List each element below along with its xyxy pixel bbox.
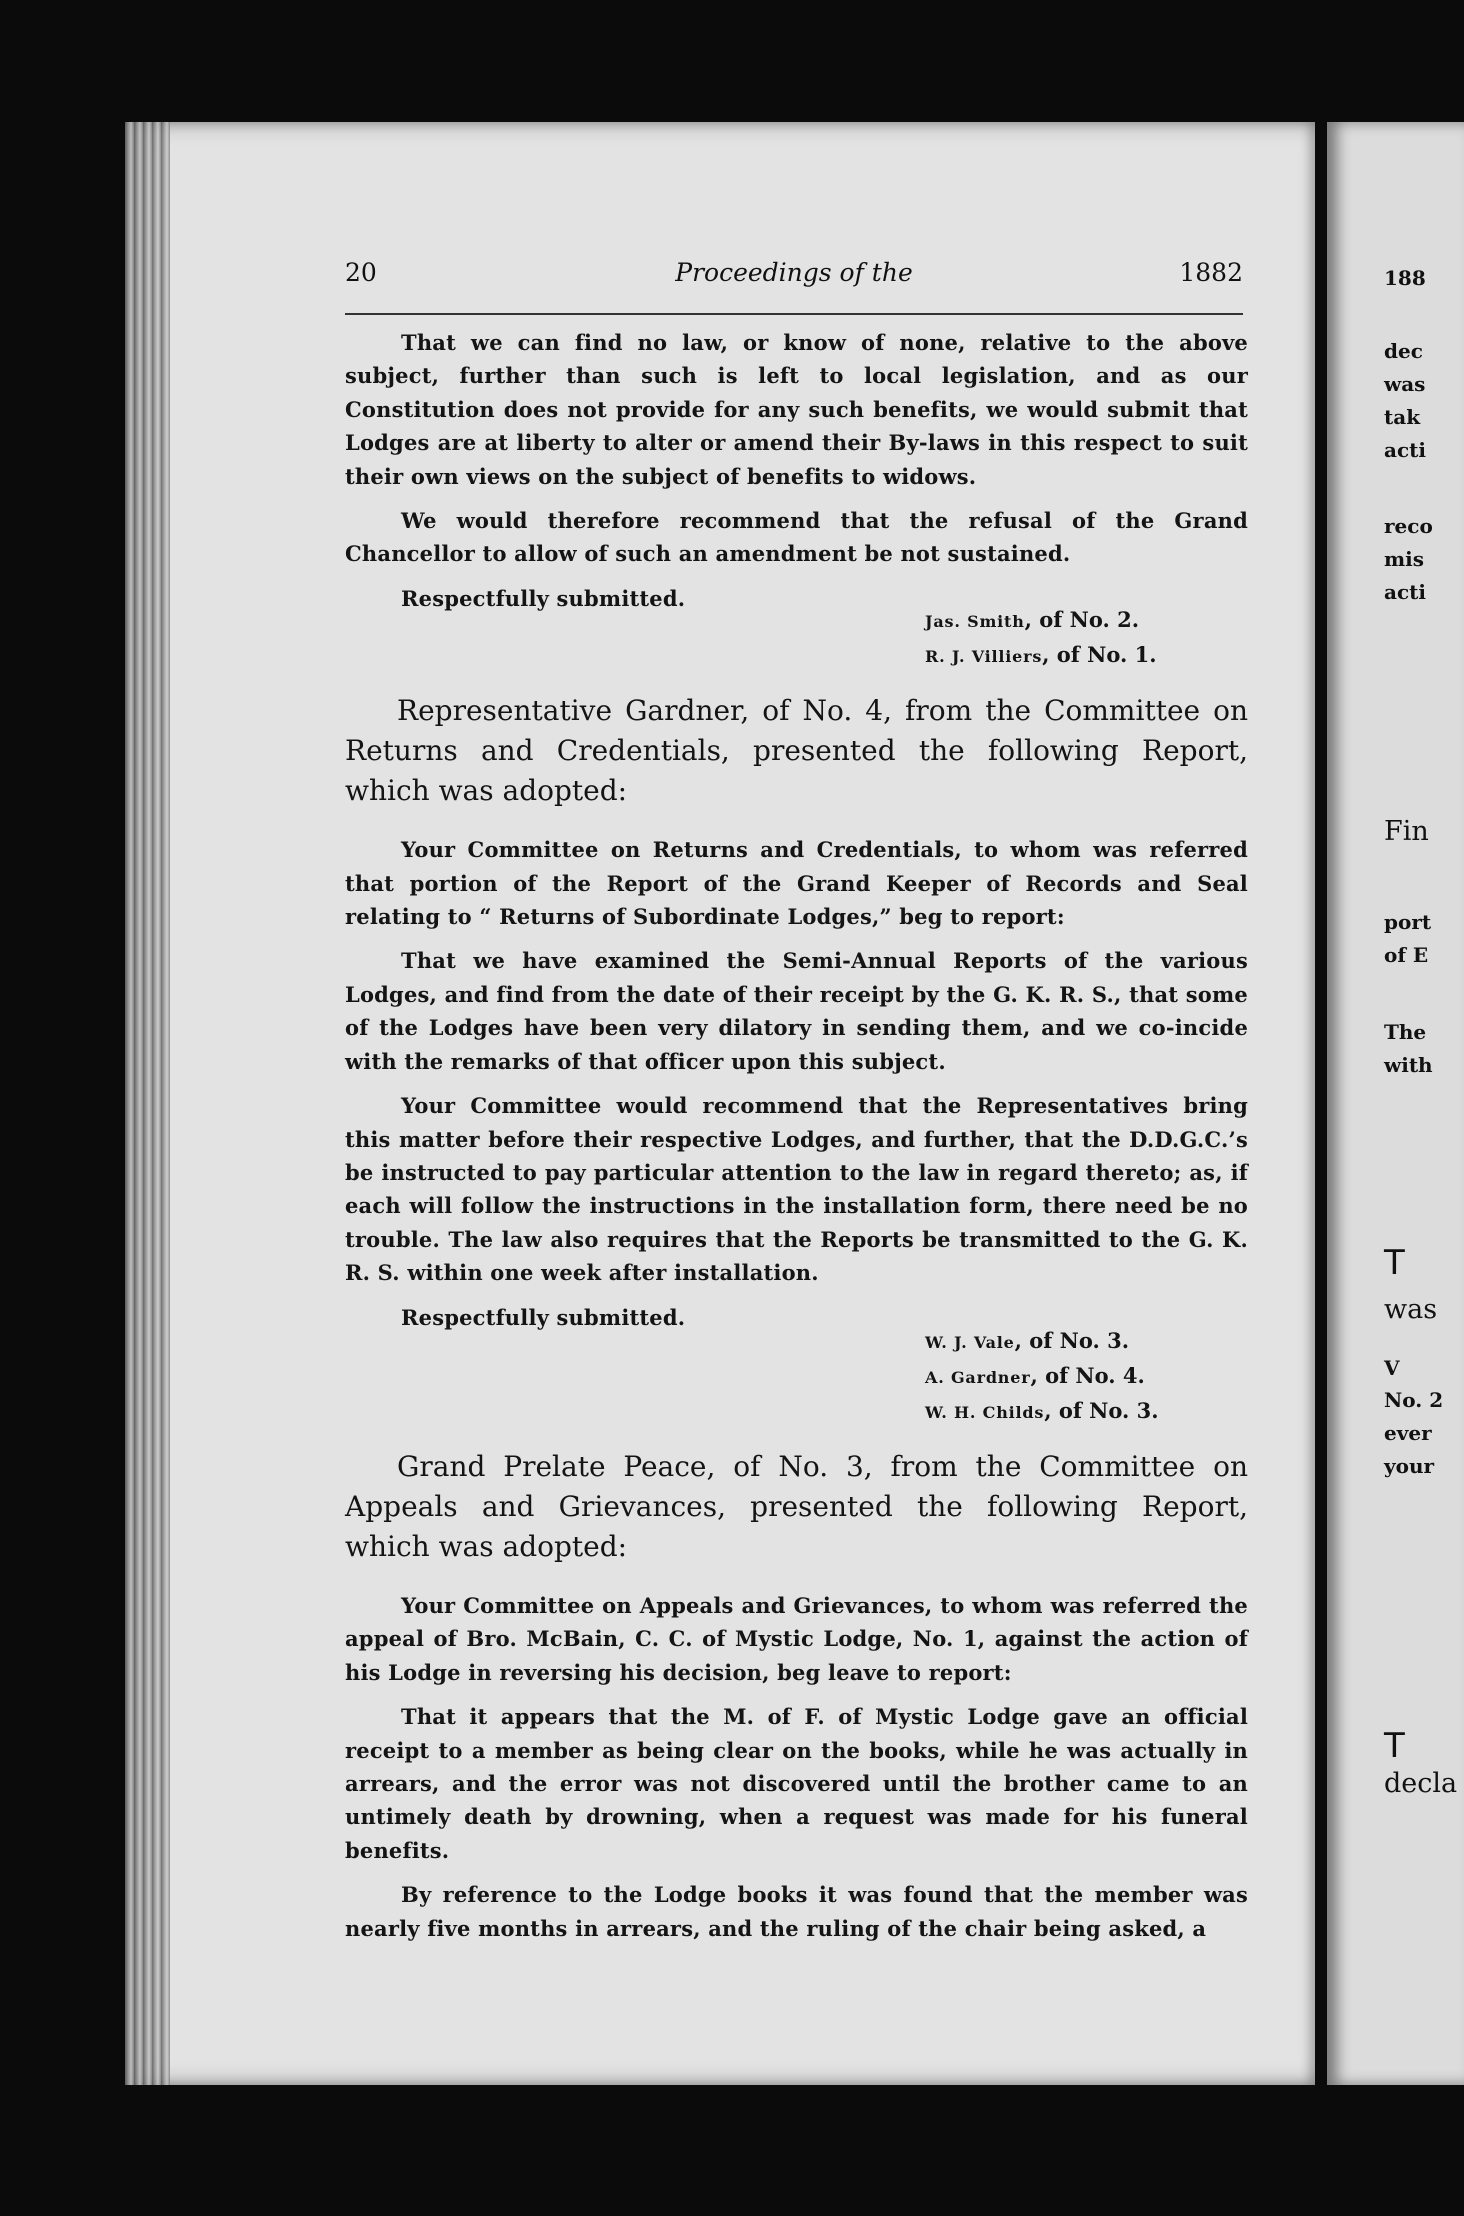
signature: W. H. Childs, of No. 3.: [925, 1397, 1159, 1423]
paragraph: That we can find no law, or know of none, relative to the above subject, further than such is left to local legislation, and as our Constitution does not provide for any such benefits, we would submit that Lodges are at liberty to alter or amend their By-laws in this respect to suit their own views on the subject of benefits to widows.: [345, 330, 1248, 489]
signature: W. J. Vale, of No. 3.: [925, 1327, 1130, 1353]
signature: R. J. Villiers, of No. 1.: [925, 642, 1157, 668]
facing-page-fragment: The: [1384, 1020, 1427, 1044]
paragraph: We would therefore recommend that the refusal of the Grand Chancellor to allow of such an amendment be not sustained.: [345, 508, 1248, 567]
facing-page-fragment: No. 2: [1384, 1388, 1444, 1412]
page-number: 20: [345, 258, 377, 287]
report-heading: Representative Gardner, of No. 4, from the Committee on Returns and Credentials, presented the following Report, which was adopted:: [345, 694, 1248, 808]
header-rule: [345, 313, 1243, 315]
paragraph: That it appears that the M. of F. of Mystic Lodge gave an official receipt to a member as being clear on the books, while he was actually in arrears, and the error was not discovered until the brother came to an untimely death by drowning, when a request was made for his funeral benefits.: [345, 1704, 1248, 1863]
page-binding-edge: [125, 122, 170, 2085]
facing-page-fragment: port: [1384, 910, 1432, 934]
running-title: Proceedings of the: [675, 258, 913, 287]
paragraph: Your Committee would recommend that the Representatives bring this matter before their respective Lodges, and further, that the D.D.G.C.’s be instructed to pay particular attention to the law in regard thereto; as, if each will follow the instructions in the installation form, there need be no trouble. The law also requires that the Reports be transmitted to the G. K. R. S. within one week after installation.: [345, 1093, 1248, 1286]
facing-page-fragment: mis: [1384, 547, 1425, 571]
running-head: [345, 258, 1243, 294]
closing-line: Respectfully submitted.: [401, 585, 686, 611]
facing-page-fragment: was: [1384, 1294, 1438, 1325]
facing-page-fragment: T: [1384, 1726, 1405, 1766]
running-year: 1882: [1179, 258, 1243, 287]
report-heading: Grand Prelate Peace, of No. 3, from the Committee on Appeals and Grievances, presented the following Report, which was adopted:: [345, 1449, 1248, 1563]
facing-page-fragment: Fin: [1384, 816, 1429, 847]
facing-page-fragment: 188: [1384, 266, 1426, 290]
facing-page: [1327, 122, 1464, 2085]
page-body: [345, 326, 1248, 1945]
facing-page-fragment: of E: [1384, 943, 1429, 967]
facing-page-fragment: T: [1384, 1243, 1405, 1283]
facing-page-fragment: with: [1384, 1053, 1433, 1077]
facing-page-fragment: V: [1384, 1356, 1400, 1380]
paragraph: That we have examined the Semi-Annual Reports of the various Lodges, and find from the date of their receipt by the G. K. R. S., that some of the Lodges have been very dilatory in sending them, and we co-incide with the remarks of that officer upon this subject.: [345, 948, 1248, 1074]
paragraph: Your Committee on Returns and Credentials, to whom was referred that portion of the Report of the Grand Keeper of Records and Seal relating to “ Returns of Subordinate Lodges,” beg to report:: [345, 837, 1248, 930]
facing-page-fragment: acti: [1384, 438, 1426, 462]
facing-page-fragment: your: [1384, 1454, 1435, 1478]
facing-page-fragment: dec: [1384, 339, 1423, 363]
paragraph: By reference to the Lodge books it was found that the member was nearly five months in arrears, and the ruling of the chair being asked, a: [345, 1882, 1248, 1941]
closing-line: Respectfully submitted.: [401, 1304, 686, 1330]
facing-page-fragment: decla: [1384, 1768, 1458, 1799]
signature: A. Gardner, of No. 4.: [925, 1362, 1145, 1388]
paragraph: Your Committee on Appeals and Grievances, to whom was referred the appeal of Bro. McBain, C. C. of Mystic Lodge, No. 1, against the action of his Lodge in reversing his decision, beg leave to report:: [345, 1592, 1248, 1685]
facing-page-fragment: was: [1384, 372, 1426, 396]
facing-page-fragment: ever: [1384, 1421, 1432, 1445]
signature-block: [345, 1324, 1248, 1429]
facing-page-fragment: reco: [1384, 514, 1433, 538]
facing-page-fragment: tak: [1384, 405, 1421, 429]
signature: Jas. Smith, of No. 2.: [925, 607, 1140, 633]
facing-page-fragment: acti: [1384, 580, 1426, 604]
